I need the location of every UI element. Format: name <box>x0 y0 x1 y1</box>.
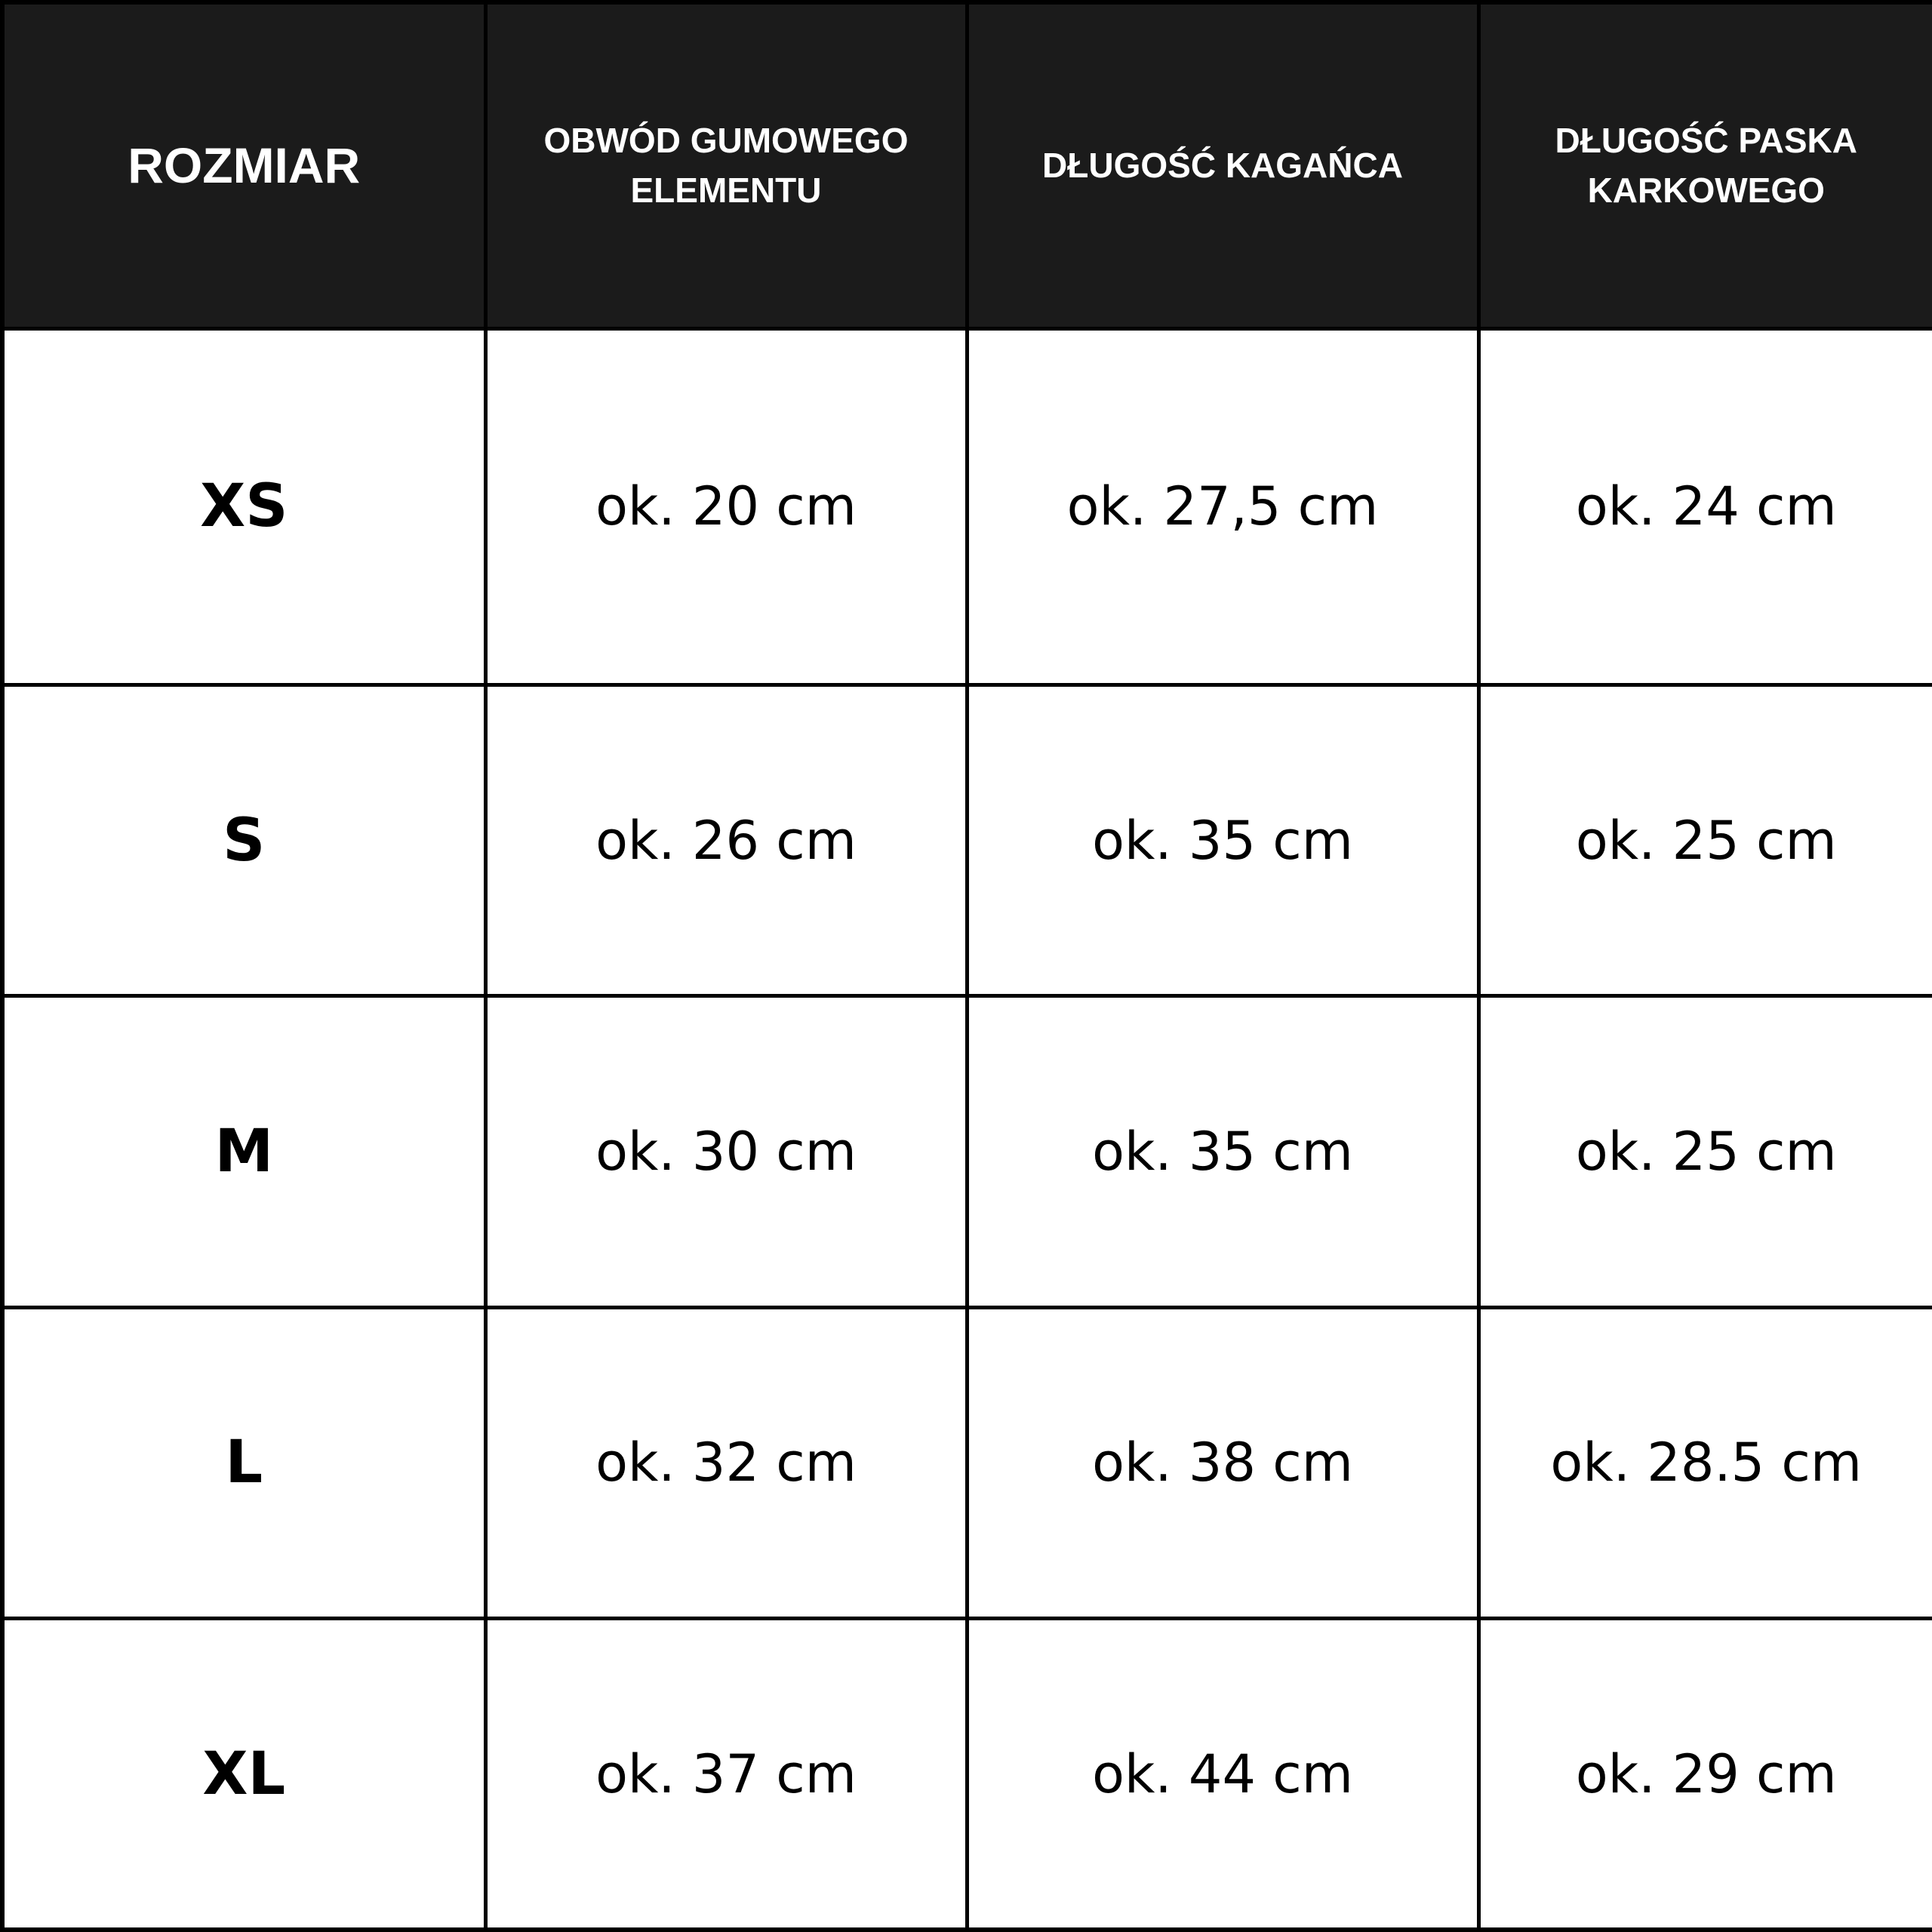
muzzle-length-cell: ok. 38 cm <box>967 1307 1478 1618</box>
column-header-line: DŁUGOŚĆ KAGAŃCA <box>1042 146 1403 186</box>
neck-strap-length-cell: ok. 25 cm <box>1478 996 1932 1307</box>
column-header-line: KARKOWEGO <box>1587 171 1825 211</box>
size-cell: L <box>2 1307 485 1618</box>
neck-strap-length-cell: ok. 24 cm <box>1478 328 1932 685</box>
column-header-line: OBWÓD GUMOWEGO <box>543 121 909 161</box>
circumference-cell: ok. 26 cm <box>485 685 967 995</box>
column-header-muzzle-length <box>967 2 1478 328</box>
table-row <box>2 685 1932 995</box>
column-header-neck-strap-length <box>1478 2 1932 328</box>
table-row <box>2 996 1932 1307</box>
size-cell: XL <box>2 1619 485 1930</box>
column-header-line: DŁUGOŚĆ PASKA <box>1555 121 1857 161</box>
table-body <box>2 328 1932 1930</box>
circumference-cell: ok. 37 cm <box>485 1619 967 1930</box>
neck-strap-length-cell: ok. 29 cm <box>1478 1619 1932 1930</box>
size-cell: S <box>2 685 485 995</box>
column-header-line: ELEMENTU <box>630 171 822 211</box>
circumference-cell: ok. 30 cm <box>485 996 967 1307</box>
muzzle-length-cell: ok. 35 cm <box>967 996 1478 1307</box>
table-row <box>2 1619 1932 1930</box>
circumference-cell: ok. 20 cm <box>485 328 967 685</box>
neck-strap-length-cell: ok. 25 cm <box>1478 685 1932 995</box>
muzzle-length-cell: ok. 44 cm <box>967 1619 1478 1930</box>
column-header-circumference <box>485 2 967 328</box>
header-row <box>2 2 1932 328</box>
size-cell: XS <box>2 328 485 685</box>
muzzle-length-cell: ok. 27,5 cm <box>967 328 1478 685</box>
table-header <box>2 2 1932 328</box>
circumference-cell: ok. 32 cm <box>485 1307 967 1618</box>
table-row <box>2 1307 1932 1618</box>
column-header-size <box>2 2 485 328</box>
neck-strap-length-cell: ok. 28.5 cm <box>1478 1307 1932 1618</box>
size-cell: M <box>2 996 485 1307</box>
column-header-line: ROZMIAR <box>128 137 361 194</box>
muzzle-length-cell: ok. 35 cm <box>967 685 1478 995</box>
table-row <box>2 328 1932 685</box>
